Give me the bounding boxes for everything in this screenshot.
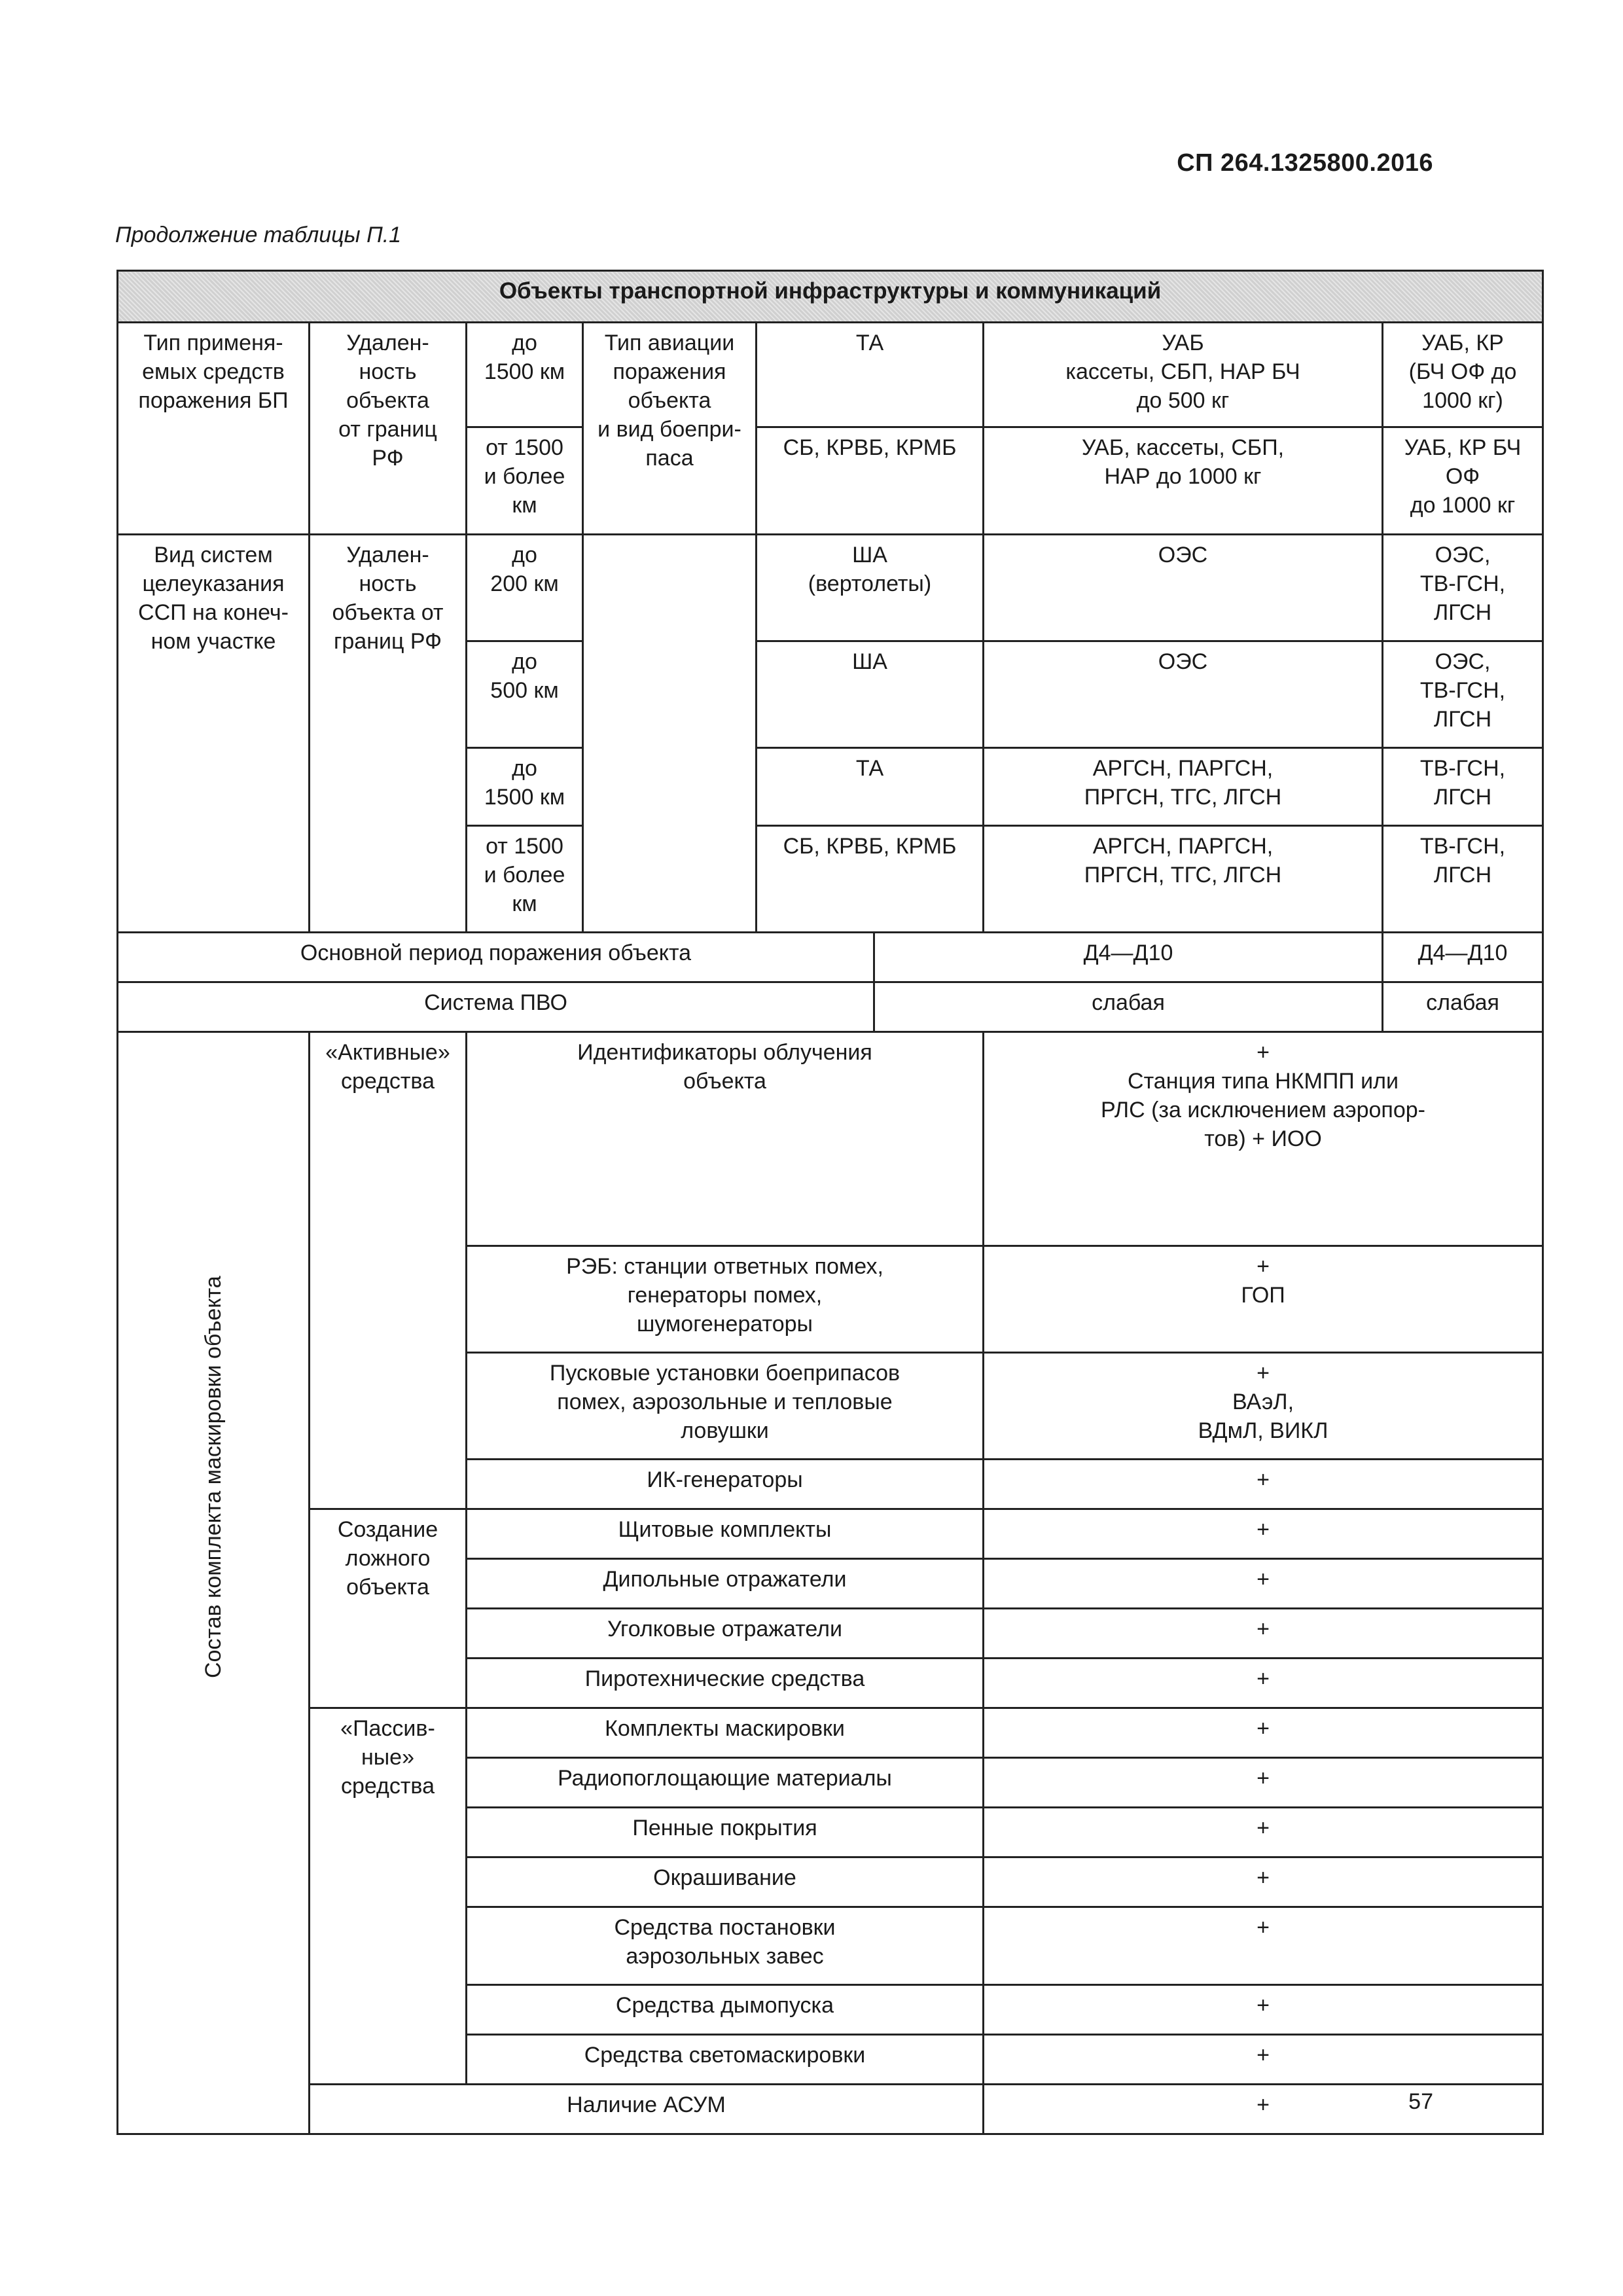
cell-line: + bbox=[1257, 1766, 1270, 1791]
cell-line: НАР до 1000 кг bbox=[1104, 464, 1262, 489]
ssp-guidance-main bbox=[984, 641, 1383, 748]
ssp-aviation-cell bbox=[757, 826, 984, 933]
cell-line: ловушки bbox=[681, 1418, 769, 1443]
cell-line: 1000 кг) bbox=[1422, 388, 1503, 413]
cell-line: помех, аэрозольные и тепловые bbox=[557, 1390, 893, 1414]
masking-item-name bbox=[467, 1758, 984, 1808]
masking-item-main bbox=[984, 1460, 1543, 1509]
masking-item-main bbox=[984, 1246, 1543, 1353]
cell-line: Удален- bbox=[346, 331, 429, 355]
cell-line: ША bbox=[852, 649, 887, 674]
masking-item-name bbox=[467, 1808, 984, 1857]
masking-item-main bbox=[984, 1659, 1543, 1708]
cell-line: до bbox=[512, 649, 537, 674]
cell-line: + bbox=[1257, 1517, 1270, 1542]
masking-item-name bbox=[467, 1460, 984, 1509]
cell-line: аэрозольных завес bbox=[626, 1944, 824, 1969]
ssp-distance-cell bbox=[467, 641, 583, 748]
cell-line: УАБ, КР bbox=[1421, 331, 1504, 355]
ssp-guidance-alt bbox=[1383, 535, 1543, 641]
cell-line: УАБ bbox=[1162, 331, 1204, 355]
cell-line: поражения БП bbox=[138, 388, 289, 413]
cell-line: границ РФ bbox=[333, 629, 442, 654]
cell-line: Вид систем bbox=[154, 543, 273, 567]
cell-line: Пенные покрытия bbox=[632, 1816, 817, 1840]
cell-line: + bbox=[1257, 1666, 1270, 1691]
masking-item-name bbox=[467, 2035, 984, 2085]
cell-line: ные» bbox=[361, 1745, 415, 1770]
cell-line: Пиротехнические средства bbox=[584, 1666, 865, 1691]
cell-line: ОФ bbox=[1445, 464, 1480, 489]
ssp-guidance-main bbox=[984, 748, 1383, 826]
cell-line: Комплекты маскировки bbox=[605, 1716, 845, 1741]
cell-line: АРГСН, ПАРГСН, bbox=[1092, 756, 1274, 781]
cell-line: объекта bbox=[683, 1069, 766, 1094]
ssp-distance-cell bbox=[467, 535, 583, 641]
cell-line: + bbox=[1257, 1993, 1270, 2018]
cell-line: средства bbox=[340, 1069, 435, 1094]
ssp-distance bbox=[310, 535, 467, 933]
cell-line: + bbox=[1257, 1915, 1270, 1940]
cell-line: + bbox=[1257, 1467, 1270, 1492]
asum-label: Наличие АСУМ bbox=[310, 2085, 984, 2134]
cell-line: ССП на конеч- bbox=[138, 600, 289, 625]
head-aviation-type bbox=[583, 323, 757, 535]
masking-item-name bbox=[467, 1559, 984, 1609]
cell-line: объекта bbox=[628, 388, 711, 413]
cell-line: ВДмЛ, ВИКЛ bbox=[1198, 1418, 1329, 1443]
ssp-guidance-main bbox=[984, 535, 1383, 641]
cell-line: до bbox=[512, 543, 537, 567]
cell-line: шумогенераторы bbox=[637, 1312, 813, 1336]
pvo-value-alt: слабая bbox=[1383, 982, 1543, 1032]
ssp-guidance-alt bbox=[1383, 826, 1543, 933]
cell-line: Создание bbox=[337, 1517, 438, 1542]
document-code: СП 264.1325800.2016 bbox=[1177, 149, 1433, 177]
cell-line: ОЭС, bbox=[1435, 543, 1491, 567]
cell-line: + bbox=[1257, 1865, 1270, 1890]
cell-line: Средства постановки bbox=[614, 1915, 836, 1940]
head-weapons-main bbox=[984, 323, 1383, 427]
head-weapons-main-2 bbox=[984, 427, 1383, 535]
cell-line: до 500 кг bbox=[1136, 388, 1230, 413]
cell-line: Идентификаторы облучения bbox=[577, 1040, 872, 1065]
cell-line: РЛС (за исключением аэропор- bbox=[1101, 1098, 1425, 1122]
table-title: Объекты транспортной инфраструктуры и коммуникаций bbox=[118, 271, 1543, 323]
cell-line: и более bbox=[484, 464, 565, 489]
cell-line: ША bbox=[852, 543, 887, 567]
masking-kit-label-text: Состав комплекта маскировки объекта bbox=[201, 1275, 226, 1678]
masking-item-main bbox=[984, 2035, 1543, 2085]
masking-item-main bbox=[984, 1985, 1543, 2035]
masking-item-main bbox=[984, 1032, 1543, 1246]
masking-item-name bbox=[467, 1032, 984, 1246]
cell-line: ОЭС, bbox=[1435, 649, 1491, 674]
page-number: 57 bbox=[1408, 2089, 1433, 2114]
cell-line: до 1000 кг bbox=[1410, 493, 1516, 518]
masking-item-main bbox=[984, 1758, 1543, 1808]
head-distance-up-to-1500 bbox=[467, 323, 583, 427]
cell-line: Щитовые комплекты bbox=[618, 1517, 832, 1542]
masking-item-name bbox=[467, 1907, 984, 1985]
cell-line: 1500 км bbox=[484, 785, 565, 810]
head-weapon-type bbox=[118, 323, 310, 535]
cell-line: ном участке bbox=[151, 629, 276, 654]
cell-line: от границ bbox=[338, 417, 437, 442]
masking-item-main bbox=[984, 1609, 1543, 1659]
masking-group-label bbox=[310, 1509, 467, 1708]
cell-line: объекта от bbox=[332, 600, 444, 625]
cell-line: ПРГСН, ТГС, ЛГСН bbox=[1084, 785, 1282, 810]
ssp-guidance-alt bbox=[1383, 641, 1543, 748]
masking-item-name bbox=[467, 1246, 984, 1353]
cell-line: 500 км bbox=[490, 678, 559, 703]
cell-line: «Пассив- bbox=[340, 1716, 435, 1741]
cell-line: от 1500 bbox=[486, 834, 563, 859]
period-value-main: Д4—Д10 bbox=[874, 933, 1383, 982]
masking-item-name bbox=[467, 1509, 984, 1559]
head-weapons-alt-2 bbox=[1383, 427, 1543, 535]
cell-line: + bbox=[1257, 1567, 1270, 1592]
cell-line: поражения bbox=[613, 359, 726, 384]
cell-line: + bbox=[1257, 1254, 1270, 1279]
requirements-table bbox=[116, 270, 1544, 2135]
masking-item-name bbox=[467, 1985, 984, 2035]
cell-line: ГОП bbox=[1241, 1283, 1285, 1308]
period-value-alt: Д4—Д10 bbox=[1383, 933, 1543, 982]
cell-line: средства bbox=[340, 1774, 435, 1799]
cell-line: ИК-генераторы bbox=[647, 1467, 803, 1492]
masking-group-label bbox=[310, 1708, 467, 2085]
asum-value-main: + bbox=[984, 2085, 1543, 2134]
cell-line: + bbox=[1257, 2043, 1270, 2068]
cell-line: + bbox=[1257, 1361, 1270, 1386]
head-aviation-sb: СБ, КРВБ, КРМБ bbox=[757, 427, 984, 535]
masking-item-main bbox=[984, 1353, 1543, 1460]
cell-line: объекта bbox=[346, 388, 429, 413]
cell-line: УАБ, кассеты, СБП, bbox=[1081, 435, 1285, 460]
cell-line: 200 км bbox=[490, 571, 559, 596]
cell-line: ПРГСН, ТГС, ЛГСН bbox=[1084, 863, 1282, 888]
masking-item-name bbox=[467, 1353, 984, 1460]
cell-line: ТВ-ГСН, bbox=[1419, 678, 1506, 703]
cell-line: ВАэЛ, bbox=[1232, 1390, 1294, 1414]
cell-line: + bbox=[1257, 1816, 1270, 1840]
period-label: Основной период поражения объекта bbox=[118, 933, 874, 982]
head-aviation-ta: ТА bbox=[757, 323, 984, 427]
cell-line: РЭБ: станции ответных помех, bbox=[566, 1254, 883, 1279]
cell-line: до bbox=[512, 756, 537, 781]
cell-line: до bbox=[512, 331, 537, 355]
cell-line: ОЭС bbox=[1158, 543, 1208, 567]
cell-line: объекта bbox=[346, 1575, 429, 1600]
cell-line: РФ bbox=[372, 446, 404, 471]
cell-line: «Активные» bbox=[325, 1040, 450, 1065]
cell-line: + bbox=[1257, 1040, 1270, 1065]
masking-item-main bbox=[984, 1808, 1543, 1857]
cell-line: АРГСН, ПАРГСН, bbox=[1092, 834, 1274, 859]
pvo-label: Система ПВО bbox=[118, 982, 874, 1032]
cell-line: тов) + ИОО bbox=[1204, 1126, 1322, 1151]
cell-line: Дипольные отражатели bbox=[603, 1567, 847, 1592]
cell-line: + bbox=[1257, 1716, 1270, 1741]
cell-line: + bbox=[1257, 1617, 1270, 1641]
ssp-distance-cell bbox=[467, 826, 583, 933]
ssp-guidance-alt bbox=[1383, 748, 1543, 826]
cell-line: Станция типа НКМПП или bbox=[1128, 1069, 1399, 1094]
cell-line: ТВ-ГСН, bbox=[1419, 756, 1506, 781]
ssp-aviation-cell bbox=[757, 748, 984, 826]
cell-line: км bbox=[512, 891, 537, 916]
cell-line: и вид боепри- bbox=[597, 417, 741, 442]
ssp-system-type bbox=[118, 535, 310, 933]
cell-line: емых средств bbox=[142, 359, 285, 384]
cell-line: Пусковые установки боеприпасов bbox=[549, 1361, 901, 1386]
cell-line: ТА bbox=[855, 756, 884, 781]
cell-line: и более bbox=[484, 863, 565, 888]
cell-line: Уголковые отражатели bbox=[607, 1617, 842, 1641]
ssp-aviation-cell bbox=[757, 641, 984, 748]
cell-line: ность bbox=[359, 359, 417, 384]
cell-line: ТВ-ГСН, bbox=[1419, 834, 1506, 859]
cell-line: Тип применя- bbox=[143, 331, 283, 355]
cell-line: Удален- bbox=[346, 543, 429, 567]
masking-item-name bbox=[467, 1609, 984, 1659]
cell-line: УАБ, КР БЧ bbox=[1404, 435, 1522, 460]
cell-line: ЛГСН bbox=[1433, 785, 1492, 810]
cell-line: СБ, КРВБ, КРМБ bbox=[783, 834, 957, 859]
head-weapons-alt bbox=[1383, 323, 1543, 427]
masking-item-main bbox=[984, 1857, 1543, 1907]
cell-line: ность bbox=[359, 571, 417, 596]
pvo-value-main: слабая bbox=[874, 982, 1383, 1032]
masking-item-main bbox=[984, 1509, 1543, 1559]
cell-line: ОЭС bbox=[1158, 649, 1208, 674]
cell-line: (вертолеты) bbox=[808, 571, 932, 596]
cell-line: Средства дымопуска bbox=[615, 1993, 834, 2018]
cell-line: Средства светомаскировки bbox=[584, 2043, 866, 2068]
masking-item-main bbox=[984, 1907, 1543, 1985]
masking-item-name bbox=[467, 1708, 984, 1758]
ssp-blank-cell bbox=[583, 535, 757, 933]
masking-group-label bbox=[310, 1032, 467, 1509]
cell-line: ТВ-ГСН, bbox=[1419, 571, 1506, 596]
ssp-aviation-cell bbox=[757, 535, 984, 641]
ssp-distance-cell bbox=[467, 748, 583, 826]
head-distance-over-1500 bbox=[467, 427, 583, 535]
table-caption: Продолжение таблицы П.1 bbox=[115, 223, 402, 247]
cell-line: генераторы помех, bbox=[627, 1283, 823, 1308]
cell-line: целеуказания bbox=[142, 571, 285, 596]
cell-line: Окрашивание bbox=[653, 1865, 796, 1890]
cell-line: кассеты, СБП, НАР БЧ bbox=[1065, 359, 1300, 384]
cell-line: паса bbox=[645, 446, 694, 471]
cell-line: 1500 км bbox=[484, 359, 565, 384]
ssp-guidance-main bbox=[984, 826, 1383, 933]
masking-item-main bbox=[984, 1708, 1543, 1758]
cell-line: Тип авиации bbox=[604, 331, 735, 355]
head-distance bbox=[310, 323, 467, 535]
cell-line: (БЧ ОФ до bbox=[1408, 359, 1517, 384]
cell-line: ложного bbox=[345, 1546, 431, 1571]
masking-item-name bbox=[467, 1659, 984, 1708]
cell-line: ЛГСН bbox=[1433, 707, 1492, 732]
cell-line: ЛГСН bbox=[1433, 600, 1492, 625]
masking-item-name bbox=[467, 1857, 984, 1907]
cell-line: Радиопоглощающие материалы bbox=[558, 1766, 892, 1791]
masking-item-main bbox=[984, 1559, 1543, 1609]
cell-line: ЛГСН bbox=[1433, 863, 1492, 888]
masking-kit-vertical-label bbox=[118, 1032, 310, 2134]
cell-line: от 1500 bbox=[486, 435, 563, 460]
cell-line: км bbox=[512, 493, 537, 518]
